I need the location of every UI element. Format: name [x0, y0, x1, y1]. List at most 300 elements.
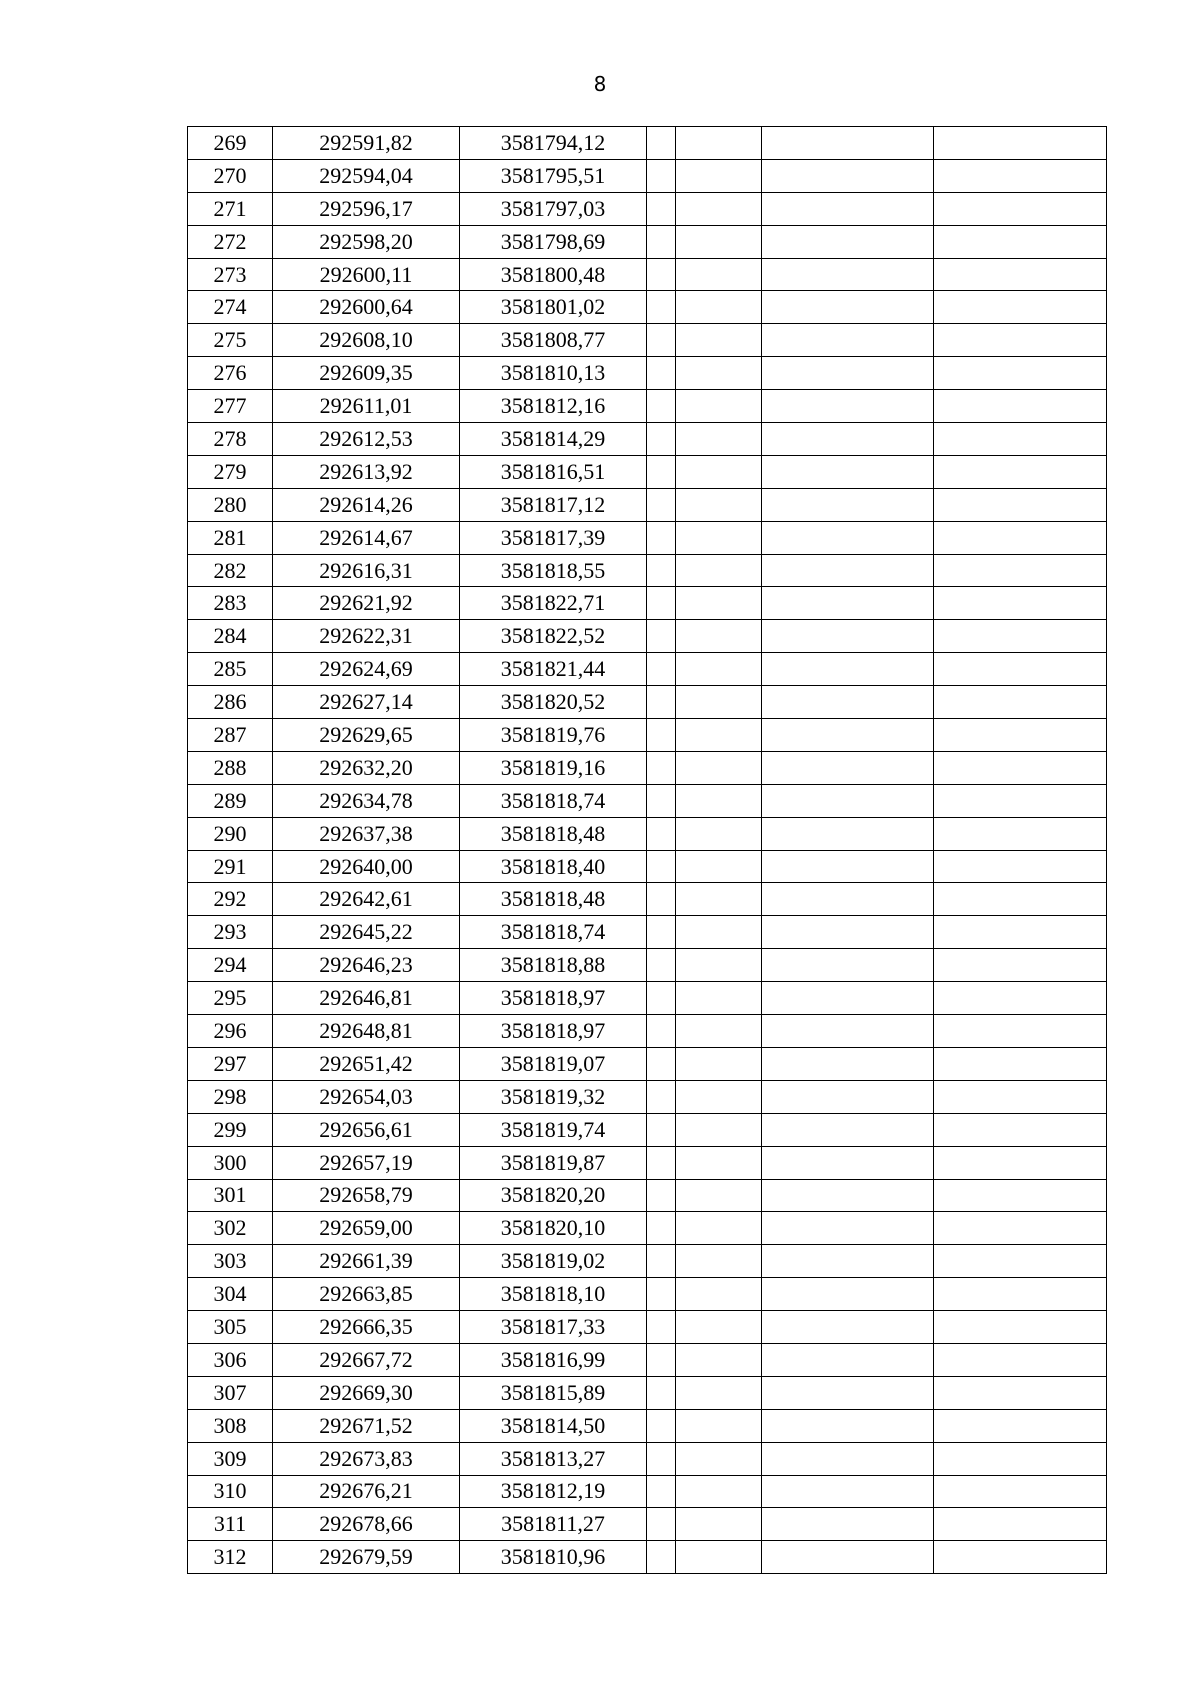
empty-cell [647, 982, 676, 1015]
point-number-cell: 297 [188, 1047, 273, 1080]
table-row [188, 949, 1107, 982]
empty-cell [762, 423, 934, 456]
x-coordinate-cell: 292656,61 [273, 1113, 460, 1146]
empty-cell [647, 751, 676, 784]
empty-cell [676, 127, 762, 160]
y-coordinate-cell: 3581819,74 [460, 1113, 647, 1146]
empty-cell [762, 916, 934, 949]
x-coordinate-cell: 292679,59 [273, 1541, 460, 1574]
x-coordinate-cell: 292609,35 [273, 357, 460, 390]
empty-cell [934, 850, 1107, 883]
empty-cell [762, 554, 934, 587]
empty-cell [762, 1278, 934, 1311]
x-coordinate-cell: 292614,26 [273, 488, 460, 521]
empty-cell [647, 1179, 676, 1212]
empty-cell [676, 192, 762, 225]
empty-cell [647, 291, 676, 324]
empty-cell [762, 751, 934, 784]
empty-cell [647, 455, 676, 488]
x-coordinate-cell: 292659,00 [273, 1212, 460, 1245]
point-number-cell: 278 [188, 423, 273, 456]
y-coordinate-cell: 3581794,12 [460, 127, 647, 160]
empty-cell [934, 258, 1107, 291]
x-coordinate-cell: 292591,82 [273, 127, 460, 160]
empty-cell [647, 1475, 676, 1508]
empty-cell [762, 686, 934, 719]
empty-cell [934, 1475, 1107, 1508]
empty-cell [647, 587, 676, 620]
empty-cell [762, 1146, 934, 1179]
empty-cell [647, 1376, 676, 1409]
empty-cell [762, 1212, 934, 1245]
empty-cell [647, 1146, 676, 1179]
y-coordinate-cell: 3581822,71 [460, 587, 647, 620]
empty-cell [647, 423, 676, 456]
empty-cell [676, 1376, 762, 1409]
table-row [188, 192, 1107, 225]
x-coordinate-cell: 292629,65 [273, 719, 460, 752]
empty-cell [647, 1442, 676, 1475]
x-coordinate-cell: 292598,20 [273, 225, 460, 258]
y-coordinate-cell: 3581816,99 [460, 1343, 647, 1376]
point-number-cell: 308 [188, 1409, 273, 1442]
empty-cell [676, 949, 762, 982]
empty-cell [934, 949, 1107, 982]
empty-cell [762, 225, 934, 258]
empty-cell [934, 1343, 1107, 1376]
empty-cell [934, 1311, 1107, 1344]
empty-cell [934, 1015, 1107, 1048]
point-number-cell: 273 [188, 258, 273, 291]
point-number-cell: 279 [188, 455, 273, 488]
empty-cell [934, 1508, 1107, 1541]
empty-cell [676, 1311, 762, 1344]
x-coordinate-cell: 292663,85 [273, 1278, 460, 1311]
x-coordinate-cell: 292612,53 [273, 423, 460, 456]
x-coordinate-cell: 292613,92 [273, 455, 460, 488]
point-number-cell: 290 [188, 817, 273, 850]
empty-cell [676, 620, 762, 653]
x-coordinate-cell: 292627,14 [273, 686, 460, 719]
table-row [188, 258, 1107, 291]
y-coordinate-cell: 3581819,16 [460, 751, 647, 784]
x-coordinate-cell: 292596,17 [273, 192, 460, 225]
x-coordinate-cell: 292594,04 [273, 159, 460, 192]
empty-cell [676, 1245, 762, 1278]
x-coordinate-cell: 292658,79 [273, 1179, 460, 1212]
empty-cell [934, 225, 1107, 258]
empty-cell [762, 1047, 934, 1080]
empty-cell [676, 159, 762, 192]
empty-cell [934, 554, 1107, 587]
point-number-cell: 306 [188, 1343, 273, 1376]
y-coordinate-cell: 3581818,88 [460, 949, 647, 982]
x-coordinate-cell: 292678,66 [273, 1508, 460, 1541]
empty-cell [762, 1409, 934, 1442]
x-coordinate-cell: 292654,03 [273, 1080, 460, 1113]
x-coordinate-cell: 292648,81 [273, 1015, 460, 1048]
empty-cell [762, 1343, 934, 1376]
empty-cell [762, 1311, 934, 1344]
empty-cell [676, 1080, 762, 1113]
point-number-cell: 286 [188, 686, 273, 719]
empty-cell [934, 686, 1107, 719]
table-row [188, 587, 1107, 620]
empty-cell [647, 225, 676, 258]
empty-cell [762, 390, 934, 423]
x-coordinate-cell: 292632,20 [273, 751, 460, 784]
empty-cell [934, 1212, 1107, 1245]
y-coordinate-cell: 3581813,27 [460, 1442, 647, 1475]
empty-cell [676, 653, 762, 686]
table-row [188, 1146, 1107, 1179]
empty-cell [934, 1245, 1107, 1278]
empty-cell [647, 1113, 676, 1146]
y-coordinate-cell: 3581819,87 [460, 1146, 647, 1179]
x-coordinate-cell: 292667,72 [273, 1343, 460, 1376]
empty-cell [676, 916, 762, 949]
empty-cell [934, 784, 1107, 817]
table-row [188, 719, 1107, 752]
y-coordinate-cell: 3581818,40 [460, 850, 647, 883]
empty-cell [934, 982, 1107, 1015]
x-coordinate-cell: 292666,35 [273, 1311, 460, 1344]
table-row [188, 1047, 1107, 1080]
y-coordinate-cell: 3581812,16 [460, 390, 647, 423]
table-row [188, 291, 1107, 324]
empty-cell [647, 1343, 676, 1376]
empty-cell [676, 1015, 762, 1048]
empty-cell [676, 883, 762, 916]
empty-cell [676, 258, 762, 291]
point-number-cell: 280 [188, 488, 273, 521]
x-coordinate-cell: 292651,42 [273, 1047, 460, 1080]
x-coordinate-cell: 292646,23 [273, 949, 460, 982]
table-row [188, 653, 1107, 686]
empty-cell [762, 1080, 934, 1113]
x-coordinate-cell: 292640,00 [273, 850, 460, 883]
empty-cell [762, 784, 934, 817]
empty-cell [647, 192, 676, 225]
point-number-cell: 276 [188, 357, 273, 390]
empty-cell [934, 1047, 1107, 1080]
empty-cell [762, 1179, 934, 1212]
x-coordinate-cell: 292624,69 [273, 653, 460, 686]
empty-cell [934, 1080, 1107, 1113]
y-coordinate-cell: 3581814,50 [460, 1409, 647, 1442]
table-row [188, 1541, 1107, 1574]
coordinates-table-body [188, 127, 1107, 1574]
empty-cell [676, 357, 762, 390]
empty-cell [647, 1311, 676, 1344]
point-number-cell: 301 [188, 1179, 273, 1212]
empty-cell [676, 1047, 762, 1080]
point-number-cell: 291 [188, 850, 273, 883]
x-coordinate-cell: 292614,67 [273, 521, 460, 554]
empty-cell [934, 488, 1107, 521]
point-number-cell: 281 [188, 521, 273, 554]
table-row [188, 850, 1107, 883]
y-coordinate-cell: 3581818,55 [460, 554, 647, 587]
y-coordinate-cell: 3581819,76 [460, 719, 647, 752]
empty-cell [762, 357, 934, 390]
table-row [188, 1179, 1107, 1212]
empty-cell [647, 653, 676, 686]
point-number-cell: 305 [188, 1311, 273, 1344]
empty-cell [934, 653, 1107, 686]
empty-cell [676, 1442, 762, 1475]
y-coordinate-cell: 3581798,69 [460, 225, 647, 258]
point-number-cell: 295 [188, 982, 273, 1015]
y-coordinate-cell: 3581795,51 [460, 159, 647, 192]
empty-cell [647, 949, 676, 982]
empty-cell [676, 1278, 762, 1311]
x-coordinate-cell: 292600,11 [273, 258, 460, 291]
table-row [188, 1015, 1107, 1048]
y-coordinate-cell: 3581814,29 [460, 423, 647, 456]
empty-cell [934, 357, 1107, 390]
table-row [188, 324, 1107, 357]
empty-cell [647, 916, 676, 949]
x-coordinate-cell: 292634,78 [273, 784, 460, 817]
empty-cell [647, 1508, 676, 1541]
table-row [188, 1475, 1107, 1508]
empty-cell [934, 587, 1107, 620]
empty-cell [676, 488, 762, 521]
point-number-cell: 284 [188, 620, 273, 653]
y-coordinate-cell: 3581817,39 [460, 521, 647, 554]
y-coordinate-cell: 3581801,02 [460, 291, 647, 324]
table-row [188, 159, 1107, 192]
y-coordinate-cell: 3581817,12 [460, 488, 647, 521]
empty-cell [762, 258, 934, 291]
empty-cell [647, 521, 676, 554]
empty-cell [762, 455, 934, 488]
x-coordinate-cell: 292661,39 [273, 1245, 460, 1278]
x-coordinate-cell: 292657,19 [273, 1146, 460, 1179]
table-row [188, 817, 1107, 850]
empty-cell [647, 1212, 676, 1245]
point-number-cell: 271 [188, 192, 273, 225]
empty-cell [934, 455, 1107, 488]
empty-cell [934, 719, 1107, 752]
y-coordinate-cell: 3581818,48 [460, 883, 647, 916]
y-coordinate-cell: 3581820,52 [460, 686, 647, 719]
x-coordinate-cell: 292645,22 [273, 916, 460, 949]
x-coordinate-cell: 292673,83 [273, 1442, 460, 1475]
empty-cell [934, 127, 1107, 160]
table-row [188, 554, 1107, 587]
point-number-cell: 283 [188, 587, 273, 620]
table-row [188, 1113, 1107, 1146]
x-coordinate-cell: 292611,01 [273, 390, 460, 423]
empty-cell [647, 883, 676, 916]
empty-cell [647, 850, 676, 883]
point-number-cell: 277 [188, 390, 273, 423]
table-row [188, 916, 1107, 949]
empty-cell [676, 1146, 762, 1179]
table-row [188, 1442, 1107, 1475]
empty-cell [762, 949, 934, 982]
table-row [188, 1212, 1107, 1245]
empty-cell [647, 258, 676, 291]
point-number-cell: 282 [188, 554, 273, 587]
empty-cell [676, 1541, 762, 1574]
table-row [188, 751, 1107, 784]
empty-cell [762, 324, 934, 357]
table-row [188, 423, 1107, 456]
empty-cell [647, 1015, 676, 1048]
empty-cell [676, 390, 762, 423]
y-coordinate-cell: 3581817,33 [460, 1311, 647, 1344]
empty-cell [934, 192, 1107, 225]
empty-cell [934, 521, 1107, 554]
point-number-cell: 311 [188, 1508, 273, 1541]
empty-cell [762, 1113, 934, 1146]
y-coordinate-cell: 3581818,74 [460, 784, 647, 817]
table-row [188, 620, 1107, 653]
empty-cell [762, 1376, 934, 1409]
coordinates-table [187, 126, 1107, 1574]
point-number-cell: 307 [188, 1376, 273, 1409]
x-coordinate-cell: 292669,30 [273, 1376, 460, 1409]
empty-cell [676, 784, 762, 817]
y-coordinate-cell: 3581800,48 [460, 258, 647, 291]
table-row [188, 488, 1107, 521]
empty-cell [676, 850, 762, 883]
empty-cell [934, 817, 1107, 850]
empty-cell [934, 916, 1107, 949]
point-number-cell: 312 [188, 1541, 273, 1574]
empty-cell [934, 390, 1107, 423]
x-coordinate-cell: 292600,64 [273, 291, 460, 324]
point-number-cell: 304 [188, 1278, 273, 1311]
empty-cell [762, 982, 934, 1015]
empty-cell [647, 357, 676, 390]
empty-cell [676, 324, 762, 357]
empty-cell [762, 291, 934, 324]
x-coordinate-cell: 292637,38 [273, 817, 460, 850]
y-coordinate-cell: 3581810,13 [460, 357, 647, 390]
point-number-cell: 298 [188, 1080, 273, 1113]
empty-cell [676, 225, 762, 258]
empty-cell [647, 390, 676, 423]
y-coordinate-cell: 3581810,96 [460, 1541, 647, 1574]
empty-cell [762, 127, 934, 160]
point-number-cell: 274 [188, 291, 273, 324]
table-row [188, 127, 1107, 160]
empty-cell [934, 1179, 1107, 1212]
empty-cell [934, 1278, 1107, 1311]
empty-cell [647, 1541, 676, 1574]
point-number-cell: 293 [188, 916, 273, 949]
empty-cell [676, 719, 762, 752]
x-coordinate-cell: 292676,21 [273, 1475, 460, 1508]
empty-cell [762, 159, 934, 192]
empty-cell [762, 488, 934, 521]
empty-cell [676, 1475, 762, 1508]
empty-cell [647, 686, 676, 719]
empty-cell [676, 1508, 762, 1541]
point-number-cell: 275 [188, 324, 273, 357]
empty-cell [762, 719, 934, 752]
point-number-cell: 292 [188, 883, 273, 916]
empty-cell [762, 1245, 934, 1278]
empty-cell [647, 817, 676, 850]
y-coordinate-cell: 3581815,89 [460, 1376, 647, 1409]
y-coordinate-cell: 3581808,77 [460, 324, 647, 357]
empty-cell [762, 192, 934, 225]
empty-cell [762, 850, 934, 883]
empty-cell [676, 1343, 762, 1376]
empty-cell [762, 521, 934, 554]
y-coordinate-cell: 3581818,74 [460, 916, 647, 949]
y-coordinate-cell: 3581822,52 [460, 620, 647, 653]
point-number-cell: 269 [188, 127, 273, 160]
empty-cell [934, 751, 1107, 784]
empty-cell [676, 291, 762, 324]
empty-cell [934, 423, 1107, 456]
empty-cell [934, 1541, 1107, 1574]
y-coordinate-cell: 3581811,27 [460, 1508, 647, 1541]
table-row [188, 982, 1107, 1015]
empty-cell [676, 751, 762, 784]
table-row [188, 883, 1107, 916]
empty-cell [647, 719, 676, 752]
point-number-cell: 296 [188, 1015, 273, 1048]
y-coordinate-cell: 3581820,10 [460, 1212, 647, 1245]
empty-cell [647, 1047, 676, 1080]
empty-cell [676, 982, 762, 1015]
y-coordinate-cell: 3581819,02 [460, 1245, 647, 1278]
empty-cell [934, 1442, 1107, 1475]
empty-cell [676, 1113, 762, 1146]
empty-cell [647, 1080, 676, 1113]
empty-cell [934, 1376, 1107, 1409]
empty-cell [676, 1409, 762, 1442]
y-coordinate-cell: 3581818,48 [460, 817, 647, 850]
empty-cell [762, 1541, 934, 1574]
empty-cell [647, 159, 676, 192]
table-row [188, 225, 1107, 258]
table-row [188, 1311, 1107, 1344]
y-coordinate-cell: 3581818,97 [460, 982, 647, 1015]
empty-cell [676, 817, 762, 850]
y-coordinate-cell: 3581819,07 [460, 1047, 647, 1080]
empty-cell [647, 554, 676, 587]
empty-cell [934, 1409, 1107, 1442]
x-coordinate-cell: 292621,92 [273, 587, 460, 620]
empty-cell [676, 686, 762, 719]
x-coordinate-cell: 292646,81 [273, 982, 460, 1015]
x-coordinate-cell: 292642,61 [273, 883, 460, 916]
empty-cell [762, 653, 934, 686]
point-number-cell: 288 [188, 751, 273, 784]
empty-cell [762, 587, 934, 620]
point-number-cell: 309 [188, 1442, 273, 1475]
x-coordinate-cell: 292622,31 [273, 620, 460, 653]
x-coordinate-cell: 292671,52 [273, 1409, 460, 1442]
table-row [188, 390, 1107, 423]
empty-cell [762, 1475, 934, 1508]
empty-cell [647, 324, 676, 357]
x-coordinate-cell: 292608,10 [273, 324, 460, 357]
y-coordinate-cell: 3581818,10 [460, 1278, 647, 1311]
table-row [188, 1245, 1107, 1278]
point-number-cell: 302 [188, 1212, 273, 1245]
table-row [188, 521, 1107, 554]
empty-cell [647, 127, 676, 160]
